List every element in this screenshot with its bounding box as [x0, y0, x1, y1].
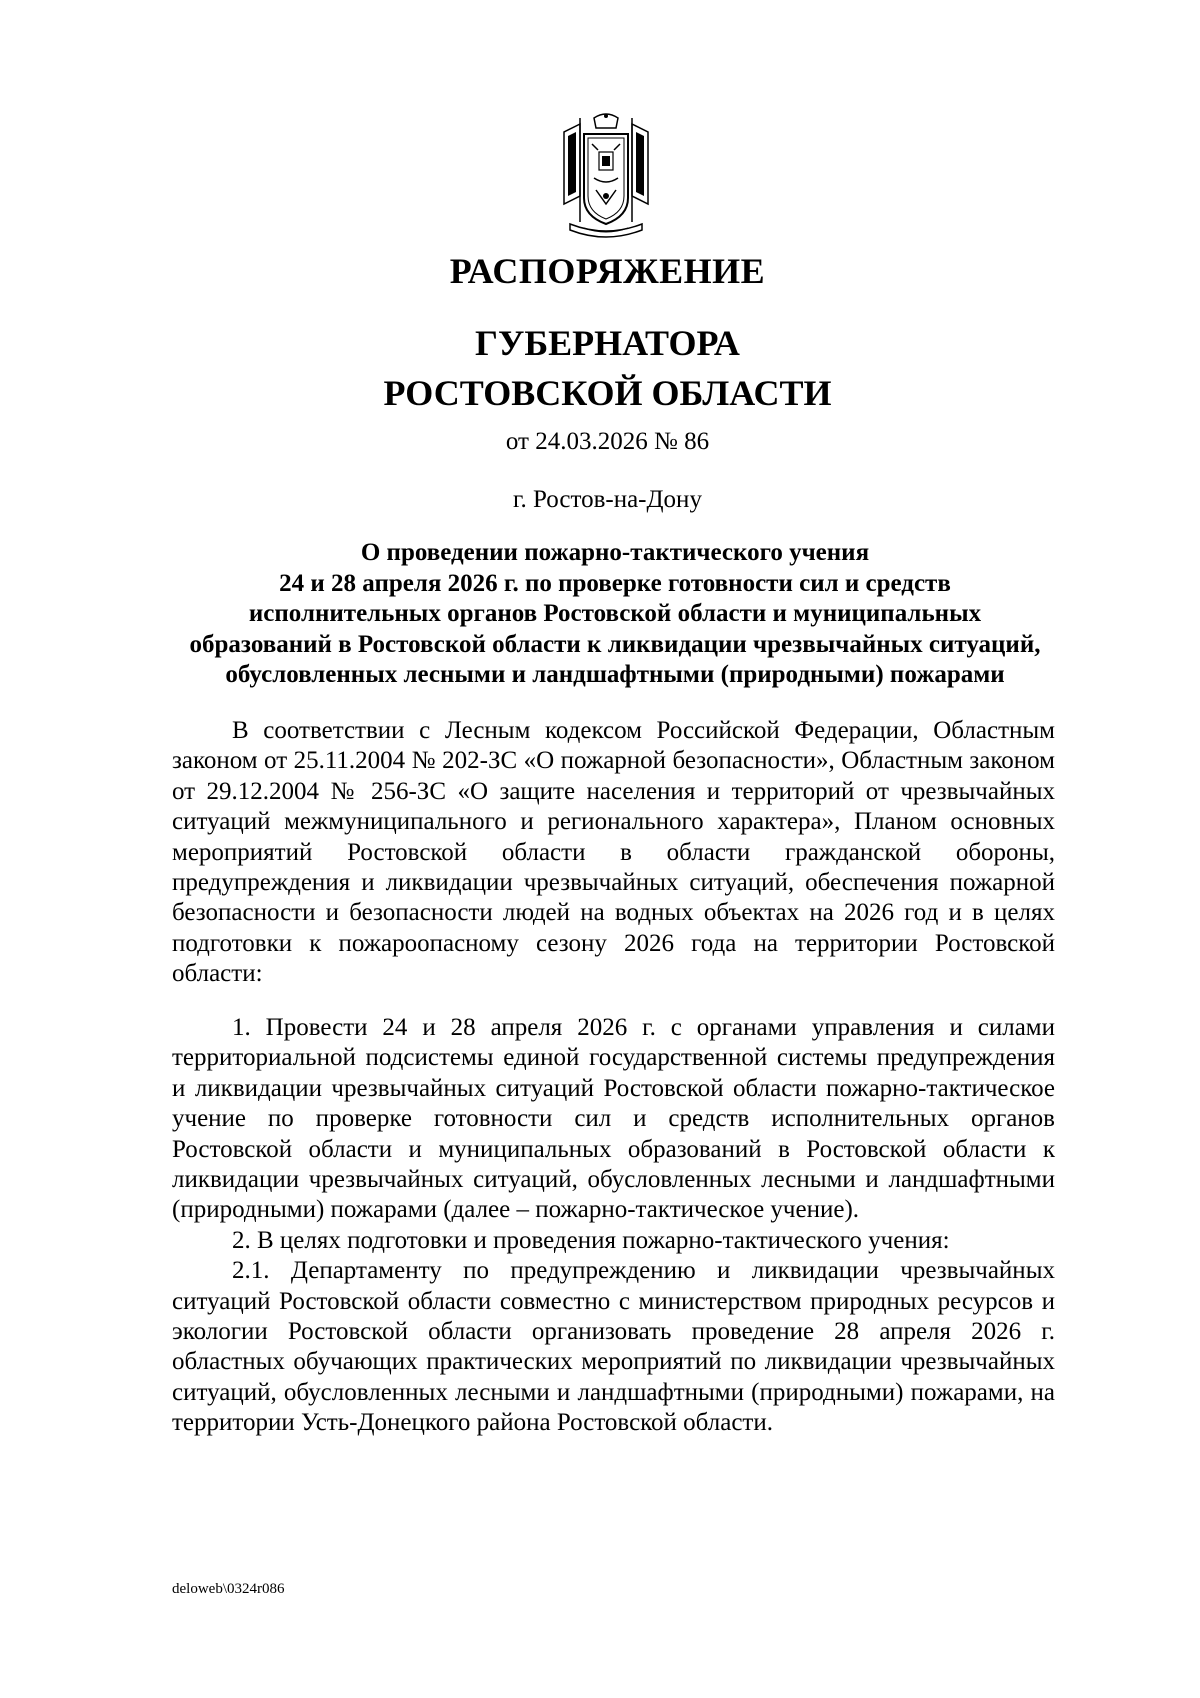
- document-date-number: от 24.03.2026 № 86: [505, 428, 710, 455]
- item-2-1-paragraph: 2.1. Департаменту по предупреждению и ликвидации чрезвычайных ситуаций Ростовской области совместно с министерством природных ресурсов и экологии Ростовской области организовать проведение 28 апреля 2026 г. областных обучающих практических мероприятий по ликвидации чрезвычайных ситуаций, обусловленных лесными и ландшафтными (природными) пожарами, на территории Усть-Донецкого района Ростовской области.: [172, 1257, 1055, 1437]
- subject-line: О проведении пожарно-тактического учения: [360, 539, 870, 566]
- document-type-title: РАСПОРЯЖЕНИЕ: [449, 251, 766, 291]
- subject-line: исполнительных органов Ростовской области и муниципальных: [248, 600, 982, 627]
- item-1-paragraph: 1. Провести 24 и 28 апреля 2026 г. с органами управления и силами территориальной подсистемы единой государственной системы предупреждения и ликвидации чрезвычайных ситуаций Ростовской области пожарно-тактическое учение по проверке готовности сил и средств исполнительных органов Ростовской области и муниципальных образований в Ростовской области к ликвидации чрезвычайных ситуаций, обусловленных лесными и ландшафтными (природными) пожарами (далее – пожарно-тактическое учение).: [172, 1014, 1055, 1224]
- issuer-line-1: ГУБЕРНАТОРА: [475, 323, 740, 363]
- coat-of-arms-icon: [550, 112, 662, 242]
- document-city: г. Ростов-на-Дону: [513, 486, 702, 513]
- subject-line: образований в Ростовской области к ликвидации чрезвычайных ситуаций,: [189, 630, 1041, 658]
- subject-line: 24 и 28 апреля 2026 г. по проверке готовности сил и средств: [279, 569, 951, 597]
- file-reference: deloweb\0324r086: [172, 1581, 285, 1597]
- document-subject: [170, 538, 1060, 691]
- issuer-title: [0, 318, 1200, 418]
- intro-paragraph: В соответствии с Лесным кодексом Российской Федерации, Областным законом от 25.11.2004 № 202-ЗС «О пожарной безопасности», Областным законом от 29.12.2004 № 256-ЗС «О защите населения и территорий от чрезвычайных ситуаций межмуниципального и регионального характера», Планом основных мероприятий Ростовской области в области гражданской обороны, предупреждения и ликвидации чрезвычайных ситуаций, обеспечения пожарной безопасности и безопасности людей на водных объектах на 2026 год и в целях подготовки к пожароопасному сезону 2026 года на территории Ростовской области:: [172, 717, 1055, 988]
- body-items: [172, 1013, 1055, 1439]
- subject-line: обусловленных лесными и ландшафтными (природными) пожарами: [225, 661, 1005, 688]
- issuer-line-2: РОСТОВСКОЙ ОБЛАСТИ: [383, 373, 832, 413]
- item-2-paragraph: 2. В целях подготовки и проведения пожарно-тактического учения:: [232, 1226, 950, 1254]
- body-intro: [172, 716, 1055, 990]
